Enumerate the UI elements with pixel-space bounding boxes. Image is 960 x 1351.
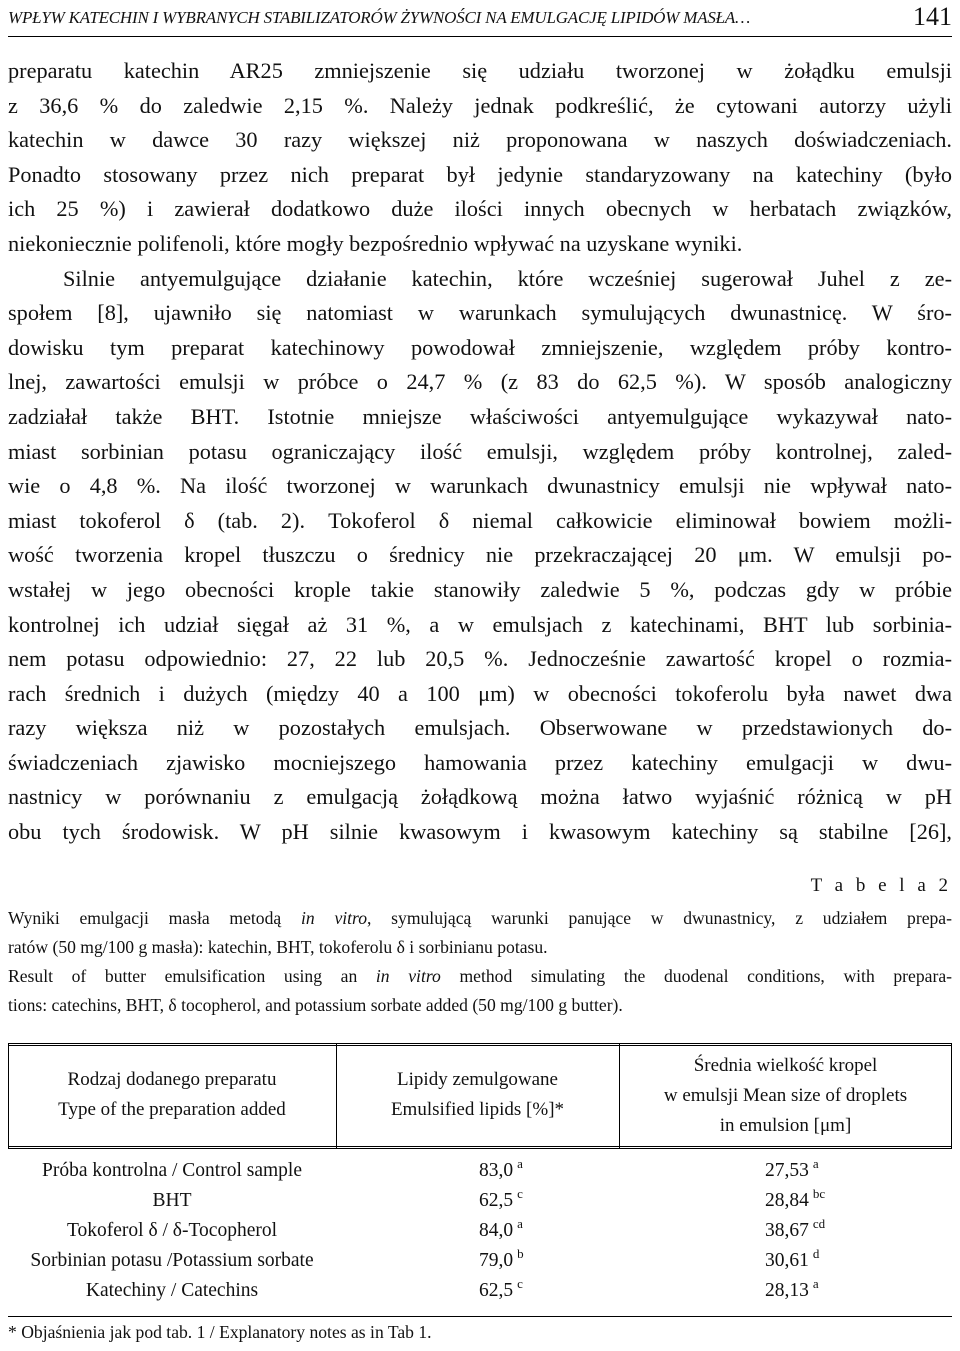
caption-line-en-1: Result of butter emulsification using an in vitro method simulating the duodenal conditions, with prepara- [8, 966, 952, 986]
body-line: wstałej w jego obecności krople takie stanowiły zaledwie 5 %, podczas gdy w próbie [8, 576, 952, 602]
results-table [8, 1043, 952, 1319]
cell-size: 38,67 $^{cd}$ [765, 1216, 826, 1241]
body-line: Ponadto stosowany przez nich preparat był jedynie standaryzowany na katechiny (było [8, 161, 952, 187]
body-line: społem [8], ujawniło się natomiast w warunkach symulujących dwunastnicę. W śro- [8, 300, 952, 326]
cell-lipids: 79,0 $^b$ [479, 1246, 524, 1271]
table-caption [8, 904, 952, 1020]
running-title: WPŁYW KATECHIN I WYBRANYCH STABILIZATORÓW ŻYWNOŚCI NA EMULGACJĘ LIPIDÓW MASŁA… [8, 8, 751, 27]
caption-line-en-2: tions: catechins, BHT, δ tocopherol, and potassium sorbate added (50 mg/100 g butter). [8, 995, 623, 1015]
body-line: zadziałał także BHT. Istotnie mniejsze właściwości antyemulgujące wykazywał nato- [8, 403, 952, 429]
table-header-rule [8, 1146, 952, 1152]
cell-size: 28,84 $^{bc}$ [765, 1186, 826, 1211]
column-header-droplet-size: Średnia wielkość kropel w emulsji Mean size of droplets in emulsion [μm] [663, 1055, 908, 1136]
table-bottom-rule [8, 1316, 952, 1317]
cell-lipids: 62,5 $^c$ [479, 1186, 523, 1211]
table-row [8, 1186, 952, 1216]
cell-preparation: Katechiny / Catechins [85, 1280, 259, 1301]
table-label: T a b e l a 2 [810, 875, 952, 896]
column-header-preparation: Rodzaj dodanego preparatu Type of the preparation added [58, 1069, 286, 1120]
cell-lipids: 62,5 $^c$ [479, 1276, 523, 1301]
body-line: nem potasu odpowiednio: 27, 22 lub 20,5 %. Jednocześnie zawartość kropel o rozmia- [8, 646, 952, 672]
table-row [8, 1276, 952, 1306]
table-footnote: * Objaśnienia jak pod tab. 1 / Explanatory notes as in Tab 1. [8, 1322, 432, 1342]
body-line: rach średnich i dużych (między 40 a 100 μm) w obecności tokoferolu była nawet dwa [8, 680, 952, 706]
caption-line-pl-1: Wyniki emulgacji masła metodą in vitro, symulującą warunki panujące w dwunastnicy, z udziałem prepa- [8, 908, 952, 928]
cell-size: 30,61 $^d$ [765, 1246, 820, 1271]
cell-lipids: 83,0 $^a$ [479, 1156, 523, 1181]
body-line: katechin w dawce 30 razy większej niż proponowana w naszych doświadczeniach. [8, 127, 952, 153]
running-header [8, 2, 952, 37]
table-row [8, 1156, 952, 1186]
body-line: nastnicy w porównaniu z emulgacją żołądkową można łatwo wyjaśnić różnicą w pH [8, 784, 952, 810]
body-line: wie o 4,8 %. Na ilość tworzonej w warunkach dwunastnicy emulsji nie wpływał nato- [8, 473, 952, 499]
cell-size: 27,53 $^a$ [765, 1156, 819, 1181]
table-row [8, 1246, 952, 1276]
body-line: Silnie antyemulgujące działanie katechin, które wcześniej sugerował Juhel z ze- [63, 265, 952, 291]
cell-preparation: Tokoferol δ / δ-Tocopherol [66, 1220, 278, 1241]
cell-lipids: 84,0 $^a$ [479, 1216, 523, 1241]
cell-preparation: Sorbinian potasu /Potassium sorbate [30, 1250, 314, 1271]
body-line: dowisku tym preparat katechinowy powodował zmniejszenie, względem próby kontro- [8, 334, 952, 360]
table-top-rule [8, 1043, 952, 1049]
column-header-lipids: Lipidy zemulgowane Emulsified lipids [%]* [390, 1069, 565, 1120]
body-text [8, 54, 952, 850]
body-line: świadczeniach zjawisko mocniejszego hamowania przez katechiny emulgacji w dwu- [8, 749, 952, 775]
body-line: obu tych środowisk. W pH silnie kwasowym i kwasowym katechiny są stabilne [26], [8, 819, 952, 845]
cell-preparation: Próba kontrolna / Control sample [42, 1160, 302, 1181]
body-line: miast tokoferol δ (tab. 2). Tokoferol δ niemal całkowicie eliminował bowiem możli- [8, 507, 952, 533]
body-line: preparatu katechin AR25 zmniejszenie się udziału tworzonej w żołądku emulsji [8, 58, 952, 83]
body-line: niekoniecznie polifenoli, które mogły bezpośrednio wpływać na uzyskane wyniki. [8, 230, 743, 256]
body-line: miast sorbinian potasu ograniczający ilość emulsji, względem próby kontrolnej, zaled- [8, 438, 952, 464]
body-line: lnej, zawartości emulsji w próbce o 24,7 % (z 83 do 62,5 %). W sposób analogiczny [8, 369, 952, 395]
caption-line-pl-2: ratów (50 mg/100 g masła): katechin, BHT, tokoferolu δ i sorbinianu potasu. [8, 937, 548, 957]
body-line: ich 25 %) i zawierał dodatkowo duże ilości innych obecnych w herbatach związków, [8, 196, 952, 222]
body-line: wość tworzenia kropel tłuszczu o średnicy nie przekraczającej 20 μm. W emulsji po- [8, 542, 952, 568]
cell-size: 28,13 $^a$ [765, 1276, 819, 1301]
body-line: razy większa niż w pozostałych emulsjach. Obserwowane w przedstawionych do- [8, 715, 952, 741]
table-row [8, 1216, 952, 1246]
body-line: kontrolnej ich udział sięgał aż 31 %, a w emulsjach z katechinami, BHT lub sorbinia- [8, 611, 952, 637]
body-line: z 36,6 % do zaledwie 2,15 %. Należy jednak podkreślić, że cytowani autorzy użyli [8, 92, 952, 118]
page-number: 141 [913, 2, 952, 31]
cell-preparation: BHT [152, 1190, 192, 1211]
